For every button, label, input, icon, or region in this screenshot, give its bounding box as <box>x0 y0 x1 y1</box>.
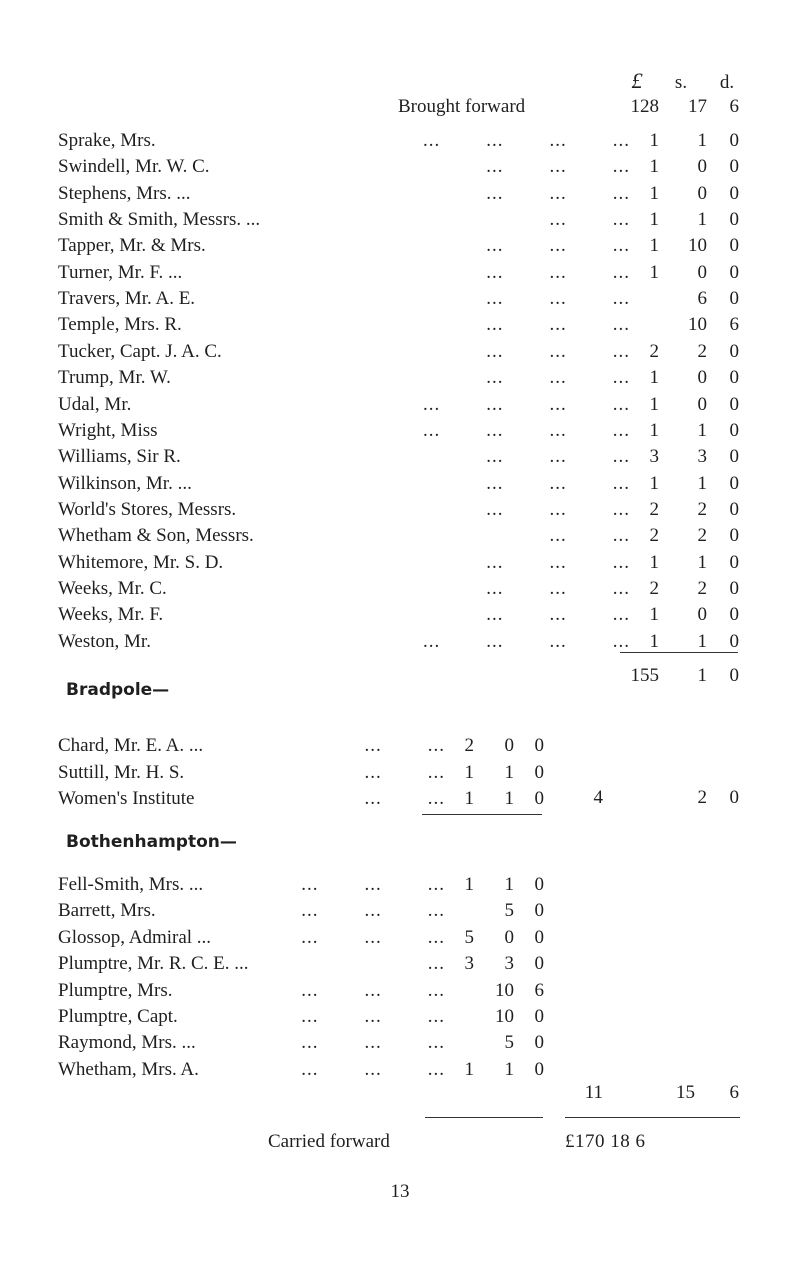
list-item <box>0 601 800 627</box>
amount-pence: 0 <box>534 926 544 948</box>
amount-pence: 0 <box>729 209 739 231</box>
leader-dots: ... ... ... <box>486 235 630 257</box>
amount-pounds: 1 <box>649 130 659 151</box>
amount-pounds: 1 <box>649 472 659 494</box>
list-item <box>0 950 800 976</box>
list-item <box>0 391 800 417</box>
subscriber-name: Barrett, Mrs. <box>58 900 156 922</box>
amount-pounds: 1 <box>649 393 659 415</box>
subscriber-name: Whetham & Son, Messrs. <box>58 525 254 547</box>
leader-dots: ... ... ... <box>301 874 445 895</box>
list-item <box>0 1029 800 1055</box>
amount-shillings: 1 <box>697 551 707 573</box>
subscriber-name: Raymond, Mrs. ... <box>58 1032 196 1054</box>
amount-shillings: 1 <box>697 630 707 652</box>
list-item <box>0 496 800 522</box>
subtotal-shillings: 1 <box>697 665 707 686</box>
subscriber-name: Stephens, Mrs. ... <box>58 182 191 204</box>
section-heading-bothenhampton: Bothenhampton— <box>66 832 237 852</box>
amount-shillings: 5 <box>504 900 514 922</box>
amount-pounds: 1 <box>464 761 474 783</box>
bothenhampton-total-pounds: 11 <box>584 1082 603 1103</box>
subscriber-name: Travers, Mr. A. E. <box>58 288 196 310</box>
section-heading-bradpole: Bradpole— <box>66 680 170 700</box>
amount-shillings: 10 <box>688 235 707 257</box>
subscriber-name: Williams, Sir R. <box>58 446 181 468</box>
list-item <box>0 180 800 206</box>
subtotal-pence: 0 <box>729 665 739 686</box>
leader-dots: ... ... ... <box>486 472 630 494</box>
amount-shillings: 0 <box>504 735 514 756</box>
subscriber-name: Turner, Mr. F. ... <box>58 261 183 283</box>
amount-shillings: 0 <box>697 261 707 283</box>
list-item <box>0 575 800 601</box>
leader-dots: ... ... ... <box>486 261 630 283</box>
list-item <box>0 628 800 654</box>
amount-pounds: 2 <box>649 525 659 547</box>
amount-pence: 0 <box>534 788 544 809</box>
amount-pounds: 1 <box>649 604 659 626</box>
amount-pence: 0 <box>534 874 544 895</box>
leader-dots: ... ... ... <box>486 498 630 520</box>
amount-pounds: 1 <box>649 209 659 231</box>
list-item <box>0 206 800 232</box>
page-number: 13 <box>390 1181 410 1202</box>
subscriber-name: Plumptre, Mrs. <box>58 979 173 1001</box>
amount-pence: 0 <box>729 472 739 494</box>
amount-pounds: 1 <box>649 419 659 441</box>
amount-shillings: 10 <box>495 979 514 1001</box>
leader-dots: ... ... <box>364 735 445 756</box>
leader-dots: ... ... <box>549 525 630 547</box>
amount-pounds: 1 <box>649 182 659 204</box>
amount-pounds: 3 <box>649 446 659 468</box>
leader-dots: ... <box>427 953 445 975</box>
amount-shillings: 6 <box>697 288 707 310</box>
list-item <box>0 470 800 496</box>
amount-pence: 0 <box>534 1006 544 1027</box>
subtotal-rule <box>620 652 738 653</box>
amount-pence: 0 <box>729 235 739 257</box>
shilling-column-header: s. <box>674 72 688 93</box>
grand-total-rule <box>565 1117 740 1118</box>
amount-pence: 0 <box>534 761 544 783</box>
subtotal-pounds: 155 <box>630 665 659 686</box>
amount-pence: 0 <box>729 261 739 283</box>
bradpole-total-pence: 0 <box>729 787 739 808</box>
amount-shillings: 0 <box>697 393 707 415</box>
amount-shillings: 0 <box>697 156 707 178</box>
amount-pence: 6 <box>534 979 544 1001</box>
amount-pounds: 1 <box>464 1058 474 1080</box>
amount-pence: 0 <box>729 498 739 520</box>
amount-pence: 0 <box>729 182 739 204</box>
amount-shillings: 1 <box>504 874 514 895</box>
amount-pence: 0 <box>729 419 739 441</box>
carried-forward-amount: £170 18 6 <box>565 1131 646 1152</box>
brought-forward-pounds: 128 <box>630 96 659 117</box>
amount-shillings: 1 <box>504 761 514 783</box>
subscriber-name: Suttill, Mr. H. S. <box>58 761 185 783</box>
amount-pence: 0 <box>534 1032 544 1054</box>
subscriber-name: Chard, Mr. E. A. ... <box>58 735 204 756</box>
subscriber-name: Weeks, Mr. C. <box>58 577 167 599</box>
leader-dots: ... ... ... <box>486 367 630 389</box>
amount-pounds: 2 <box>649 340 659 362</box>
subscriber-name: Whitemore, Mr. S. D. <box>58 551 224 573</box>
amount-pence: 0 <box>729 630 739 652</box>
amount-pounds: 1 <box>649 156 659 178</box>
amount-pounds: 1 <box>649 630 659 652</box>
subscriber-name: Weston, Mr. <box>58 630 151 652</box>
list-item <box>0 259 800 285</box>
subscriber-name: Swindell, Mr. W. C. <box>58 156 210 178</box>
subscriber-name: Whetham, Mrs. A. <box>58 1058 199 1080</box>
amount-pence: 0 <box>729 446 739 468</box>
brought-forward-pence: 6 <box>729 96 739 117</box>
amount-pence: 0 <box>729 156 739 178</box>
amount-shillings: 1 <box>697 130 707 151</box>
amount-pounds: 5 <box>464 926 474 948</box>
list-item <box>0 285 800 311</box>
amount-shillings: 0 <box>697 182 707 204</box>
amount-pounds: 2 <box>649 577 659 599</box>
subscriber-name: Plumptre, Mr. R. C. E. ... <box>58 953 249 975</box>
amount-shillings: 5 <box>504 1032 514 1054</box>
bothenhampton-rule <box>425 1117 543 1118</box>
amount-pounds: 1 <box>649 261 659 283</box>
subscriber-name: Glossop, Admiral ... <box>58 926 212 948</box>
leader-dots: ... ... ... <box>486 577 630 599</box>
list-item <box>0 977 800 1003</box>
amount-shillings: 10 <box>688 314 707 336</box>
list-item <box>0 759 800 785</box>
amount-pence: 0 <box>534 1058 544 1080</box>
amount-pence: 6 <box>729 314 739 336</box>
subscriber-name: Plumptre, Capt. <box>58 1006 178 1027</box>
amount-pence: 0 <box>729 367 739 389</box>
amount-pence: 0 <box>534 953 544 975</box>
amount-pence: 0 <box>729 288 739 310</box>
list-item <box>0 443 800 469</box>
subscriber-name: Weeks, Mr. F. <box>58 604 164 626</box>
amount-shillings: 0 <box>697 604 707 626</box>
amount-shillings: 2 <box>697 577 707 599</box>
amount-pounds: 1 <box>464 874 474 895</box>
carried-forward-label: Carried forward <box>268 1131 390 1152</box>
list-item <box>0 1003 800 1029</box>
leader-dots: ... ... ... <box>301 1006 445 1027</box>
leader-dots: ... ... ... ... <box>423 630 630 652</box>
list-item <box>0 549 800 575</box>
amount-pounds: 3 <box>464 953 474 975</box>
amount-pounds: 1 <box>464 788 474 809</box>
leader-dots: ... ... ... <box>301 1058 445 1080</box>
list-item <box>0 924 800 950</box>
leader-dots: ... ... <box>549 209 630 231</box>
leader-dots: ... ... ... <box>486 288 630 310</box>
amount-pence: 0 <box>729 393 739 415</box>
leader-dots: ... ... ... <box>486 156 630 178</box>
subscriber-name: Wilkinson, Mr. ... <box>58 472 192 494</box>
amount-shillings: 1 <box>504 1058 514 1080</box>
list-item <box>0 338 800 364</box>
amount-pence: 0 <box>729 340 739 362</box>
leader-dots: ... ... ... <box>486 340 630 362</box>
amount-shillings: 3 <box>504 953 514 975</box>
leader-dots: ... ... <box>364 788 445 809</box>
amount-pounds: 1 <box>649 551 659 573</box>
amount-pence: 0 <box>729 577 739 599</box>
list-item <box>0 732 800 758</box>
list-item <box>0 127 800 153</box>
leader-dots: ... ... ... <box>486 314 630 336</box>
amount-shillings: 3 <box>697 446 707 468</box>
amount-shillings: 2 <box>697 340 707 362</box>
amount-pence: 0 <box>534 900 544 922</box>
leader-dots: ... ... ... ... <box>423 393 630 415</box>
bradpole-rule <box>422 814 542 815</box>
subscriber-name: Women's Institute <box>58 788 195 809</box>
amount-shillings: 2 <box>697 525 707 547</box>
list-item <box>0 417 800 443</box>
pence-column-header: d. <box>719 72 735 93</box>
subscriber-name: Temple, Mrs. R. <box>58 314 182 336</box>
bradpole-total-shillings: 2 <box>697 787 707 808</box>
amount-pounds: 2 <box>464 735 474 756</box>
leader-dots: ... ... ... <box>301 926 445 948</box>
amount-shillings: 1 <box>697 209 707 231</box>
amount-shillings: 1 <box>504 788 514 809</box>
brought-forward-label: Brought forward <box>398 96 526 117</box>
amount-shillings: 0 <box>504 926 514 948</box>
subscriber-name: Tapper, Mr. & Mrs. <box>58 235 206 257</box>
leader-dots: ... ... ... <box>301 1032 445 1054</box>
list-item <box>0 522 800 548</box>
leader-dots: ... ... ... <box>301 900 445 922</box>
list-item <box>0 1056 800 1082</box>
leader-dots: ... ... ... ... <box>423 130 630 151</box>
amount-pence: 0 <box>729 130 739 151</box>
amount-pence: 0 <box>729 525 739 547</box>
amount-shillings: 1 <box>697 419 707 441</box>
amount-pounds: 1 <box>649 235 659 257</box>
leader-dots: ... ... ... <box>301 979 445 1001</box>
subscriber-name: Udal, Mr. <box>58 393 132 415</box>
list-item <box>0 153 800 179</box>
subscriber-name: Trump, Mr. W. <box>58 367 171 389</box>
amount-pence: 0 <box>729 551 739 573</box>
subscriber-name: World's Stores, Messrs. <box>58 498 237 520</box>
list-item <box>0 871 800 897</box>
amount-shillings: 2 <box>697 498 707 520</box>
amount-shillings: 1 <box>697 472 707 494</box>
pound-column-header: £ <box>631 68 643 93</box>
subscriber-name: Sprake, Mrs. <box>58 130 156 151</box>
subscriber-name: Smith & Smith, Messrs. ... <box>58 209 261 231</box>
list-item <box>0 897 800 923</box>
brought-forward-shillings: 17 <box>688 96 707 117</box>
amount-pounds: 1 <box>649 367 659 389</box>
list-item <box>0 232 800 258</box>
subscriber-name: Wright, Miss <box>58 419 158 441</box>
bothenhampton-total-pence: 6 <box>729 1082 739 1103</box>
leader-dots: ... ... ... <box>486 604 630 626</box>
leader-dots: ... ... ... <box>486 551 630 573</box>
amount-shillings: 0 <box>697 367 707 389</box>
bradpole-total-pounds: 4 <box>593 787 603 808</box>
bothenhampton-total-shillings: 15 <box>676 1082 695 1103</box>
leader-dots: ... ... ... <box>486 182 630 204</box>
list-item <box>0 311 800 337</box>
leader-dots: ... ... <box>364 761 445 783</box>
subscriber-name: Fell-Smith, Mrs. ... <box>58 874 204 895</box>
amount-pounds: 2 <box>649 498 659 520</box>
leader-dots: ... ... ... <box>486 446 630 468</box>
amount-pence: 0 <box>534 735 544 756</box>
list-item <box>0 364 800 390</box>
leader-dots: ... ... ... ... <box>423 419 630 441</box>
amount-pence: 0 <box>729 604 739 626</box>
subscriber-name: Tucker, Capt. J. A. C. <box>58 340 222 362</box>
amount-shillings: 10 <box>495 1006 514 1027</box>
